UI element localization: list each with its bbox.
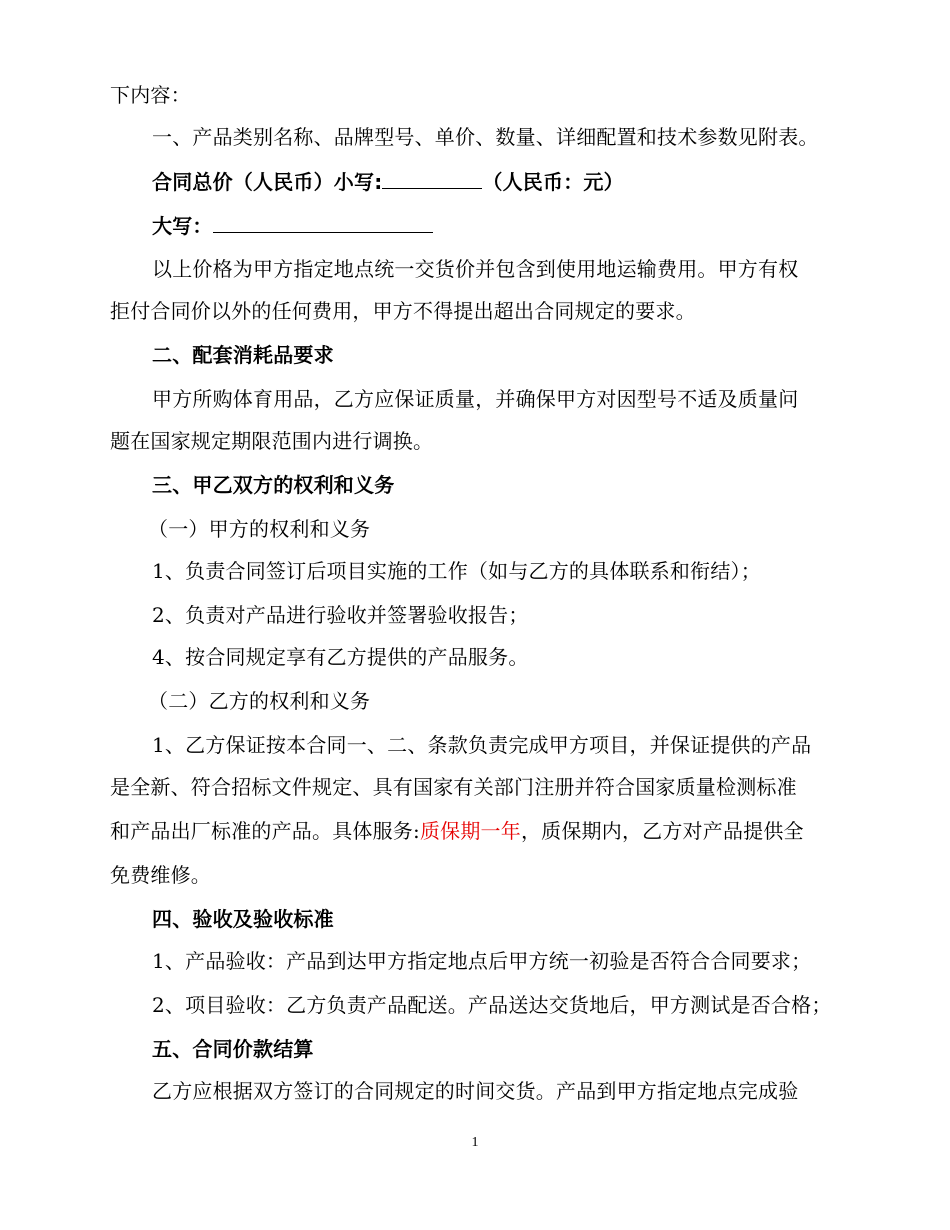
section-5-heading: 五、合同价款结算: [152, 1037, 314, 1061]
party-b-item-1-line-1: 1、乙方保证按本合同一、二、条款负责完成甲方项目，并保证提供的产品: [152, 733, 812, 757]
acceptance-item-2: 2、项目验收：乙方负责产品配送。产品送达交货地后，甲方测试是否合格；: [152, 993, 832, 1017]
warranty-period-highlight: 质保期一年: [419, 819, 521, 843]
clause-1-text: 一、产品类别名称、品牌型号、单价、数量、详细配置和技术参数见附表。: [152, 125, 819, 149]
total-price-line: [152, 166, 850, 197]
paragraph-continuation: 下内容：: [110, 83, 191, 107]
section-2-text-line-2: 题在国家规定期限范围内进行调换。: [110, 429, 434, 453]
party-a-subheading: （一）甲方的权利和义务: [148, 517, 371, 541]
daxie-blank: [213, 210, 433, 233]
settlement-text-line-1: 乙方应根据双方签订的合同规定的时间交货。产品到甲方指定地点完成验: [152, 1079, 799, 1103]
party-b-item-1-line-2: 是全新、符合招标文件规定、具有国家有关部门注册并符合国家质量检测标准: [110, 775, 797, 799]
party-a-item-2: 2、负责对产品进行验收并签署验收报告；: [152, 603, 529, 627]
party-b-subheading: （二）乙方的权利和义务: [148, 689, 371, 713]
section-4-heading: 四、验收及验收标准: [152, 907, 334, 931]
section-3-heading: 三、甲乙双方的权利和义务: [152, 473, 395, 497]
total-price-unit: （人民币：元）: [482, 170, 624, 194]
acceptance-item-1: 1、产品验收：产品到达甲方指定地点后甲方统一初验是否符合合同要求；: [152, 949, 812, 973]
price-note-line-2: 拒付合同价以外的任何费用，甲方不得提出超出合同规定的要求。: [110, 299, 696, 323]
warranty-terms: ，质保期内，乙方对产品提供全: [520, 819, 804, 843]
party-b-item-1-line-3: [110, 816, 850, 846]
page-number: 1: [471, 1135, 479, 1150]
party-a-item-4: 4、按合同规定享有乙方提供的产品服务。: [152, 645, 529, 669]
service-label: 和产品出厂标准的产品。具体服务:: [110, 819, 420, 843]
party-b-item-1-line-4: 免费维修。: [110, 863, 211, 887]
total-price-blank: [382, 166, 482, 189]
daxie-label: 大写：: [152, 214, 213, 238]
party-a-item-1: 1、负责合同签订后项目实施的工作（如与乙方的具体联系和衔结）；: [152, 559, 761, 583]
daxie-line: [152, 210, 850, 241]
section-2-text-line-1: 甲方所购体育用品，乙方应保证质量，并确保甲方对因型号不适及质量问: [152, 387, 799, 411]
total-price-label: 合同总价（人民币）小写:: [152, 170, 383, 194]
price-note-line-1: 以上价格为甲方指定地点统一交货价并包含到使用地运输费用。甲方有权: [152, 257, 799, 281]
section-2-heading: 二、配套消耗品要求: [152, 343, 334, 367]
